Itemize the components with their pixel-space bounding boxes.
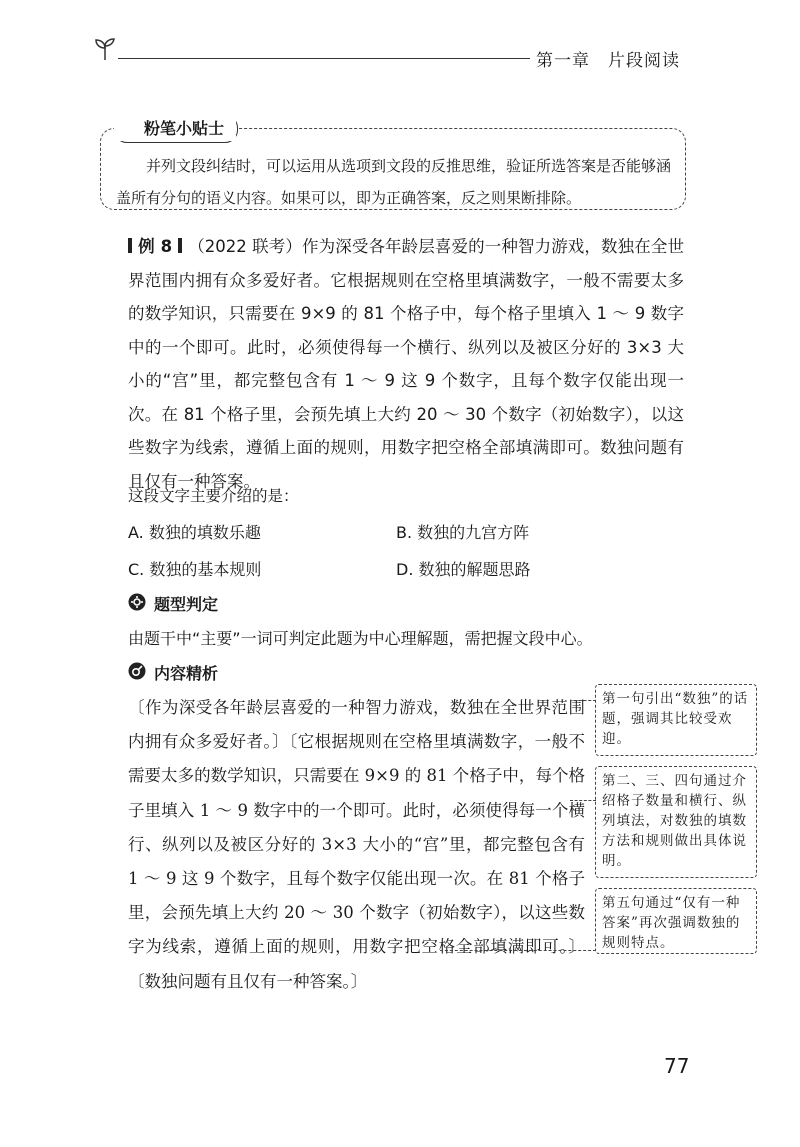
question-text: 这段文字主要介绍的是： <box>128 487 299 505</box>
note-connector <box>570 800 596 801</box>
note-connector <box>440 950 596 951</box>
sprout-icon <box>92 36 118 62</box>
content-analysis-text: 〔作为深受各年龄层喜爱的一种智力游戏，数独在全世界范围内拥有众多爱好者。〕〔它根据规则在空格里填满数字，一般不需要太多的数学知识，只需要在 9×9 的 81 个格子中，每个格子里填入 1 ～ 9 数字中的一个即可。此时，必须使得每一个横行、纵列以及被区分好的 3×3 大小的“宫”里，都完整包含有 1 ～ 9 这 9 个数字，且每个数字仅能出现一次。在 81 个格子里，会预先填上大约 20 ～ 30 个数字（初始数字），以这些数字为线索，遵循上面的规则，用数字把空格全部填满即可。〕〔数独问题有且仅有一种答案。〕 <box>128 698 585 991</box>
example-paragraph <box>128 230 684 498</box>
gear-icon <box>128 593 146 611</box>
bar-mark <box>178 238 182 253</box>
analysis-icon <box>128 662 146 680</box>
bar-mark <box>128 238 132 253</box>
option-d[interactable]: D. 数独的解题思路 <box>396 560 531 579</box>
tip-label: 粉笔小贴士 <box>114 114 236 141</box>
content-analysis-title: 内容精析 <box>154 664 219 683</box>
type-judgment-text: 由题干中“主要”一词可判定此题为中心理解题，需把握文段中心。 <box>128 629 593 648</box>
option-a[interactable]: A. 数独的填数乐趣 <box>128 523 261 542</box>
side-note-1: 第一句引出“数独”的话题，强调其比较受欢迎。 <box>595 684 757 756</box>
header-rule <box>118 58 530 59</box>
chapter-title: 第一章 片段阅读 <box>536 51 680 71</box>
example-tag: 例 8 <box>138 237 173 256</box>
option-b[interactable]: B. 数独的九宫方阵 <box>396 523 530 542</box>
page-number: 77 <box>664 1054 690 1078</box>
option-c[interactable]: C. 数独的基本规则 <box>128 560 262 579</box>
side-note-2: 第二、三、四句通过介绍格子数量和横行、纵列填法，对数独的填数方法和规则做出具体说明。 <box>595 766 757 878</box>
tip-text: 并列文段纠结时，可以运用从选项到文段的反推思维，验证所选答案是否能够涵盖所有分句的语义内容。如果可以，即为正确答案，反之则果断排除。 <box>116 157 672 207</box>
example-body: （2022 联考）作为深受各年龄层喜爱的一种智力游戏，数独在全世界范围内拥有众多爱好者。它根据规则在空格里填满数字，一般不需要太多的数学知识，只需要在 9×9 的 81 个格子中，每个格子里填入 1 ～ 9 数字中的一个即可。此时，必须使得每一个横行、纵列以及被区分好的 3×3 大小的“宫”里，都完整包含有 1 ～ 9 这 9 个数字，且每个数字仅能出现一次。在 81 个格子里，会预先填上大约 20 ～ 30 个数字（初始数字），以这些数字为线索，遵循上面的规则，用数字把空格全部填满即可。数独问题有且仅有一种答案。 <box>128 237 684 491</box>
type-judgment-title: 题型判定 <box>154 595 219 614</box>
side-note-3: 第五句通过“仅有一种答案”再次强调数独的规则特点。 <box>595 888 757 954</box>
note-connector <box>574 700 596 701</box>
